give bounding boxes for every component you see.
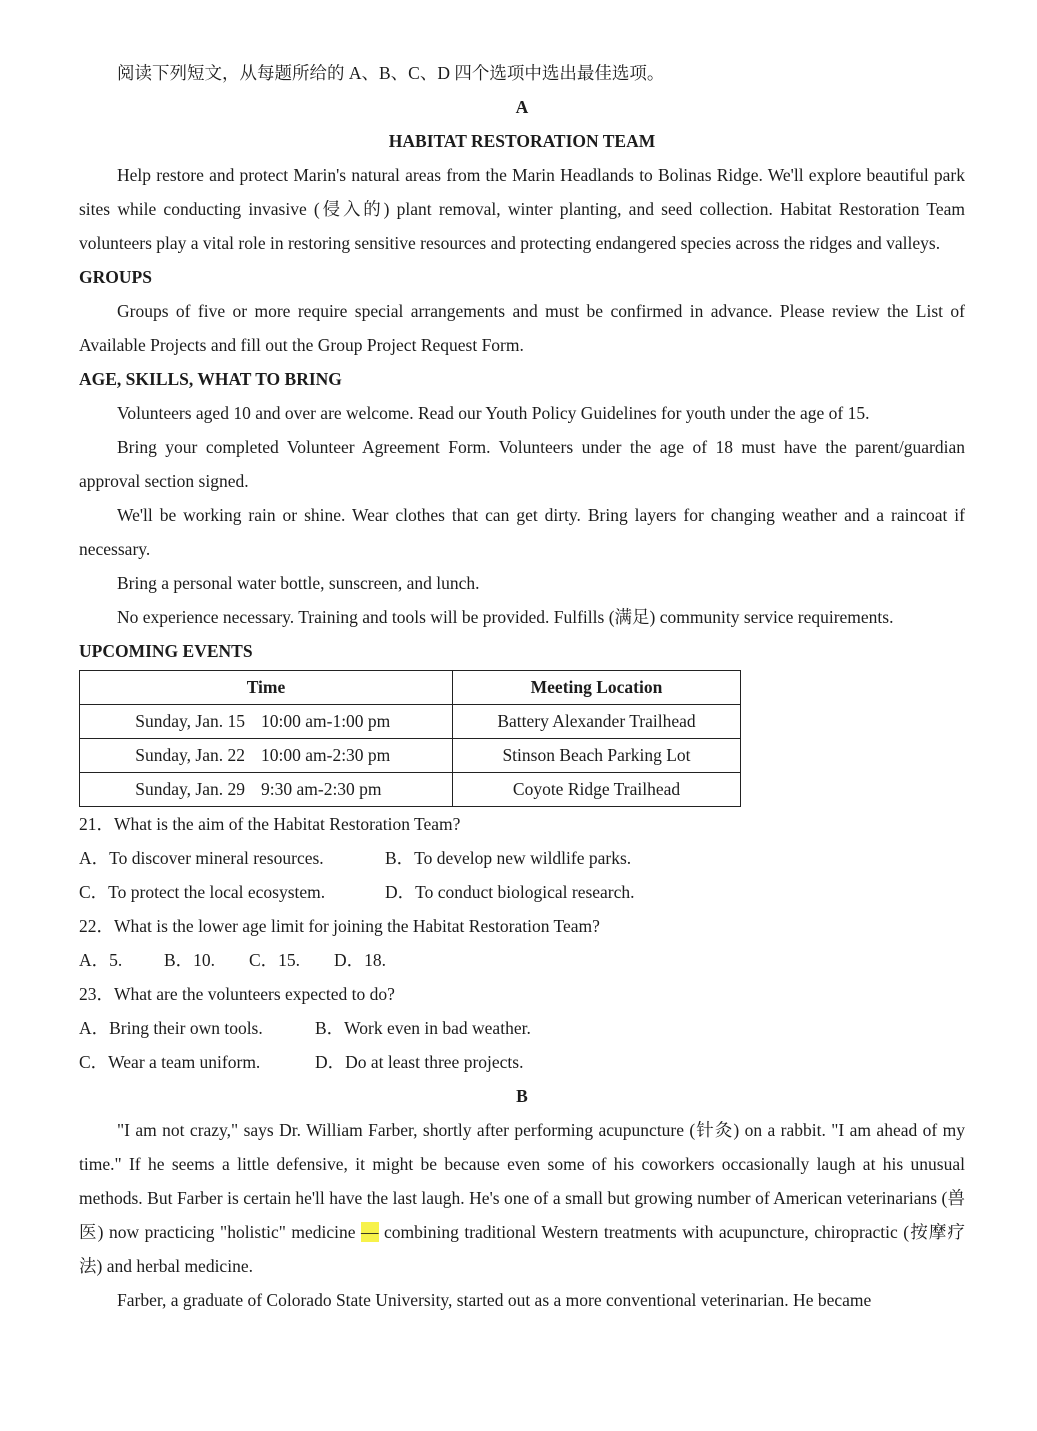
age-paragraph-4: Bring a personal water bottle, sunscreen, and lunch. — [117, 573, 480, 593]
event-location: Coyote Ridge Trailhead — [453, 773, 741, 807]
question-21-option-d[interactable]: D．To conduct biological research. — [385, 882, 635, 902]
question-23-option-a[interactable]: A．Bring their own tools. — [79, 1018, 263, 1038]
table-row — [80, 739, 741, 773]
passage-a-intro: Help restore and protect Marin's natural areas from the Marin Headlands to Bolinas Ridge. We'll explore beautiful park sites while conducting invasive (侵入的) plant removal, winter planting, and seed collection. Habitat Restoration Team volunteers play a vital role in restoring sensitive resources and protecting endangered species across the ridges and valleys. — [79, 165, 965, 253]
events-table — [79, 670, 741, 807]
question-21-option-c[interactable]: C．To protect the local ecosystem. — [79, 882, 326, 902]
question-21-option-a[interactable]: A．To discover mineral resources. — [79, 848, 324, 868]
question-22-option-a[interactable]: A．5. — [79, 950, 123, 970]
question-23-option-c[interactable]: C．Wear a team uniform. — [79, 1052, 261, 1072]
event-time: 9:30 am-2:30 pm — [261, 779, 382, 799]
question-22-stem: 22．What is the lower age limit for joining the Habitat Restoration Team? — [79, 916, 600, 936]
question-23-stem: 23．What are the volunteers expected to do? — [79, 984, 395, 1004]
events-heading: UPCOMING EVENTS — [79, 641, 253, 661]
event-date: Sunday, Jan. 15 — [135, 711, 245, 731]
event-time: 10:00 am-2:30 pm — [261, 745, 391, 765]
event-time-cell — [80, 705, 453, 739]
question-21-options-row-2 — [79, 875, 965, 909]
question-23-option-d[interactable]: D．Do at least three projects. — [315, 1052, 524, 1072]
instruction-text: 阅读下列短文，从每题所给的 A、B、C、D 四个选项中选出最佳选项。 — [117, 63, 665, 83]
age-paragraph-2: Bring your completed Volunteer Agreement Form. Volunteers under the age of 18 must have the parent/guardian approval section signed. — [79, 437, 965, 491]
question-23-options-row-2 — [79, 1045, 965, 1079]
highlighted-dash: — — [361, 1222, 379, 1242]
event-location: Stinson Beach Parking Lot — [453, 739, 741, 773]
question-23-option-b[interactable]: B．Work even in bad weather. — [315, 1018, 531, 1038]
table-row — [80, 773, 741, 807]
question-21-option-b[interactable]: B．To develop new wildlife parks. — [385, 848, 632, 868]
question-22-option-d[interactable]: D．18. — [334, 950, 387, 970]
passage-b-paragraph-2: Farber, a graduate of Colorado State University, started out as a more conventional veterinarian. He became — [117, 1290, 872, 1310]
passage-b-p1-start: "I am not crazy," says Dr. William Farber, shortly after performing acupuncture (针灸) on a rabbit. "I am ahead of my time." If he seems a little defensive, it might be because even some of his coworkers occasionally laugh at his unusual methods. But Farber is certain he'll have the last laugh. He's one of a small but growing number of American veterinarians (兽医) now practicing "holistic" medicine — [79, 1120, 965, 1242]
event-time-cell — [80, 773, 453, 807]
age-paragraph-1: Volunteers aged 10 and over are welcome. Read our Youth Policy Guidelines for youth under the age of 15. — [117, 403, 870, 423]
question-23-options-row-1 — [79, 1011, 965, 1045]
passage-a-label: A — [515, 97, 529, 117]
question-22-options — [79, 943, 965, 977]
question-22-option-b[interactable]: B．10. — [164, 950, 216, 970]
event-date: Sunday, Jan. 22 — [135, 745, 245, 765]
age-paragraph-5: No experience necessary. Training and tools will be provided. Fulfills (满足) community service requirements. — [117, 607, 894, 627]
groups-text: Groups of five or more require special arrangements and must be confirmed in advance. Please review the List of Available Projects and fill out the Group Project Request Form. — [79, 301, 965, 355]
age-heading: AGE, SKILLS, WHAT TO BRING — [79, 369, 342, 389]
events-table-header-row — [80, 671, 741, 705]
event-time-cell — [80, 739, 453, 773]
question-21-options-row-1 — [79, 841, 965, 875]
passage-a-title: HABITAT RESTORATION TEAM — [388, 131, 656, 151]
passage-b-label: B — [516, 1086, 528, 1106]
table-row — [80, 705, 741, 739]
groups-heading: GROUPS — [79, 267, 152, 287]
events-table-header-time: Time — [80, 671, 453, 705]
question-21-stem: 21．What is the aim of the Habitat Restoration Team? — [79, 814, 461, 834]
passage-b-p1-end: combining traditional Western treatments with acupuncture, chiropractic (按摩疗法) and herbal medicine. — [79, 1222, 965, 1276]
question-22-option-c[interactable]: C．15. — [249, 950, 301, 970]
event-date: Sunday, Jan. 29 — [135, 779, 245, 799]
events-table-header-location: Meeting Location — [453, 671, 741, 705]
event-time: 10:00 am-1:00 pm — [261, 711, 391, 731]
age-paragraph-3: We'll be working rain or shine. Wear clothes that can get dirty. Bring layers for changing weather and a raincoat if necessary. — [79, 505, 965, 559]
event-location: Battery Alexander Trailhead — [453, 705, 741, 739]
passage-b-paragraph-1 — [79, 1113, 965, 1283]
